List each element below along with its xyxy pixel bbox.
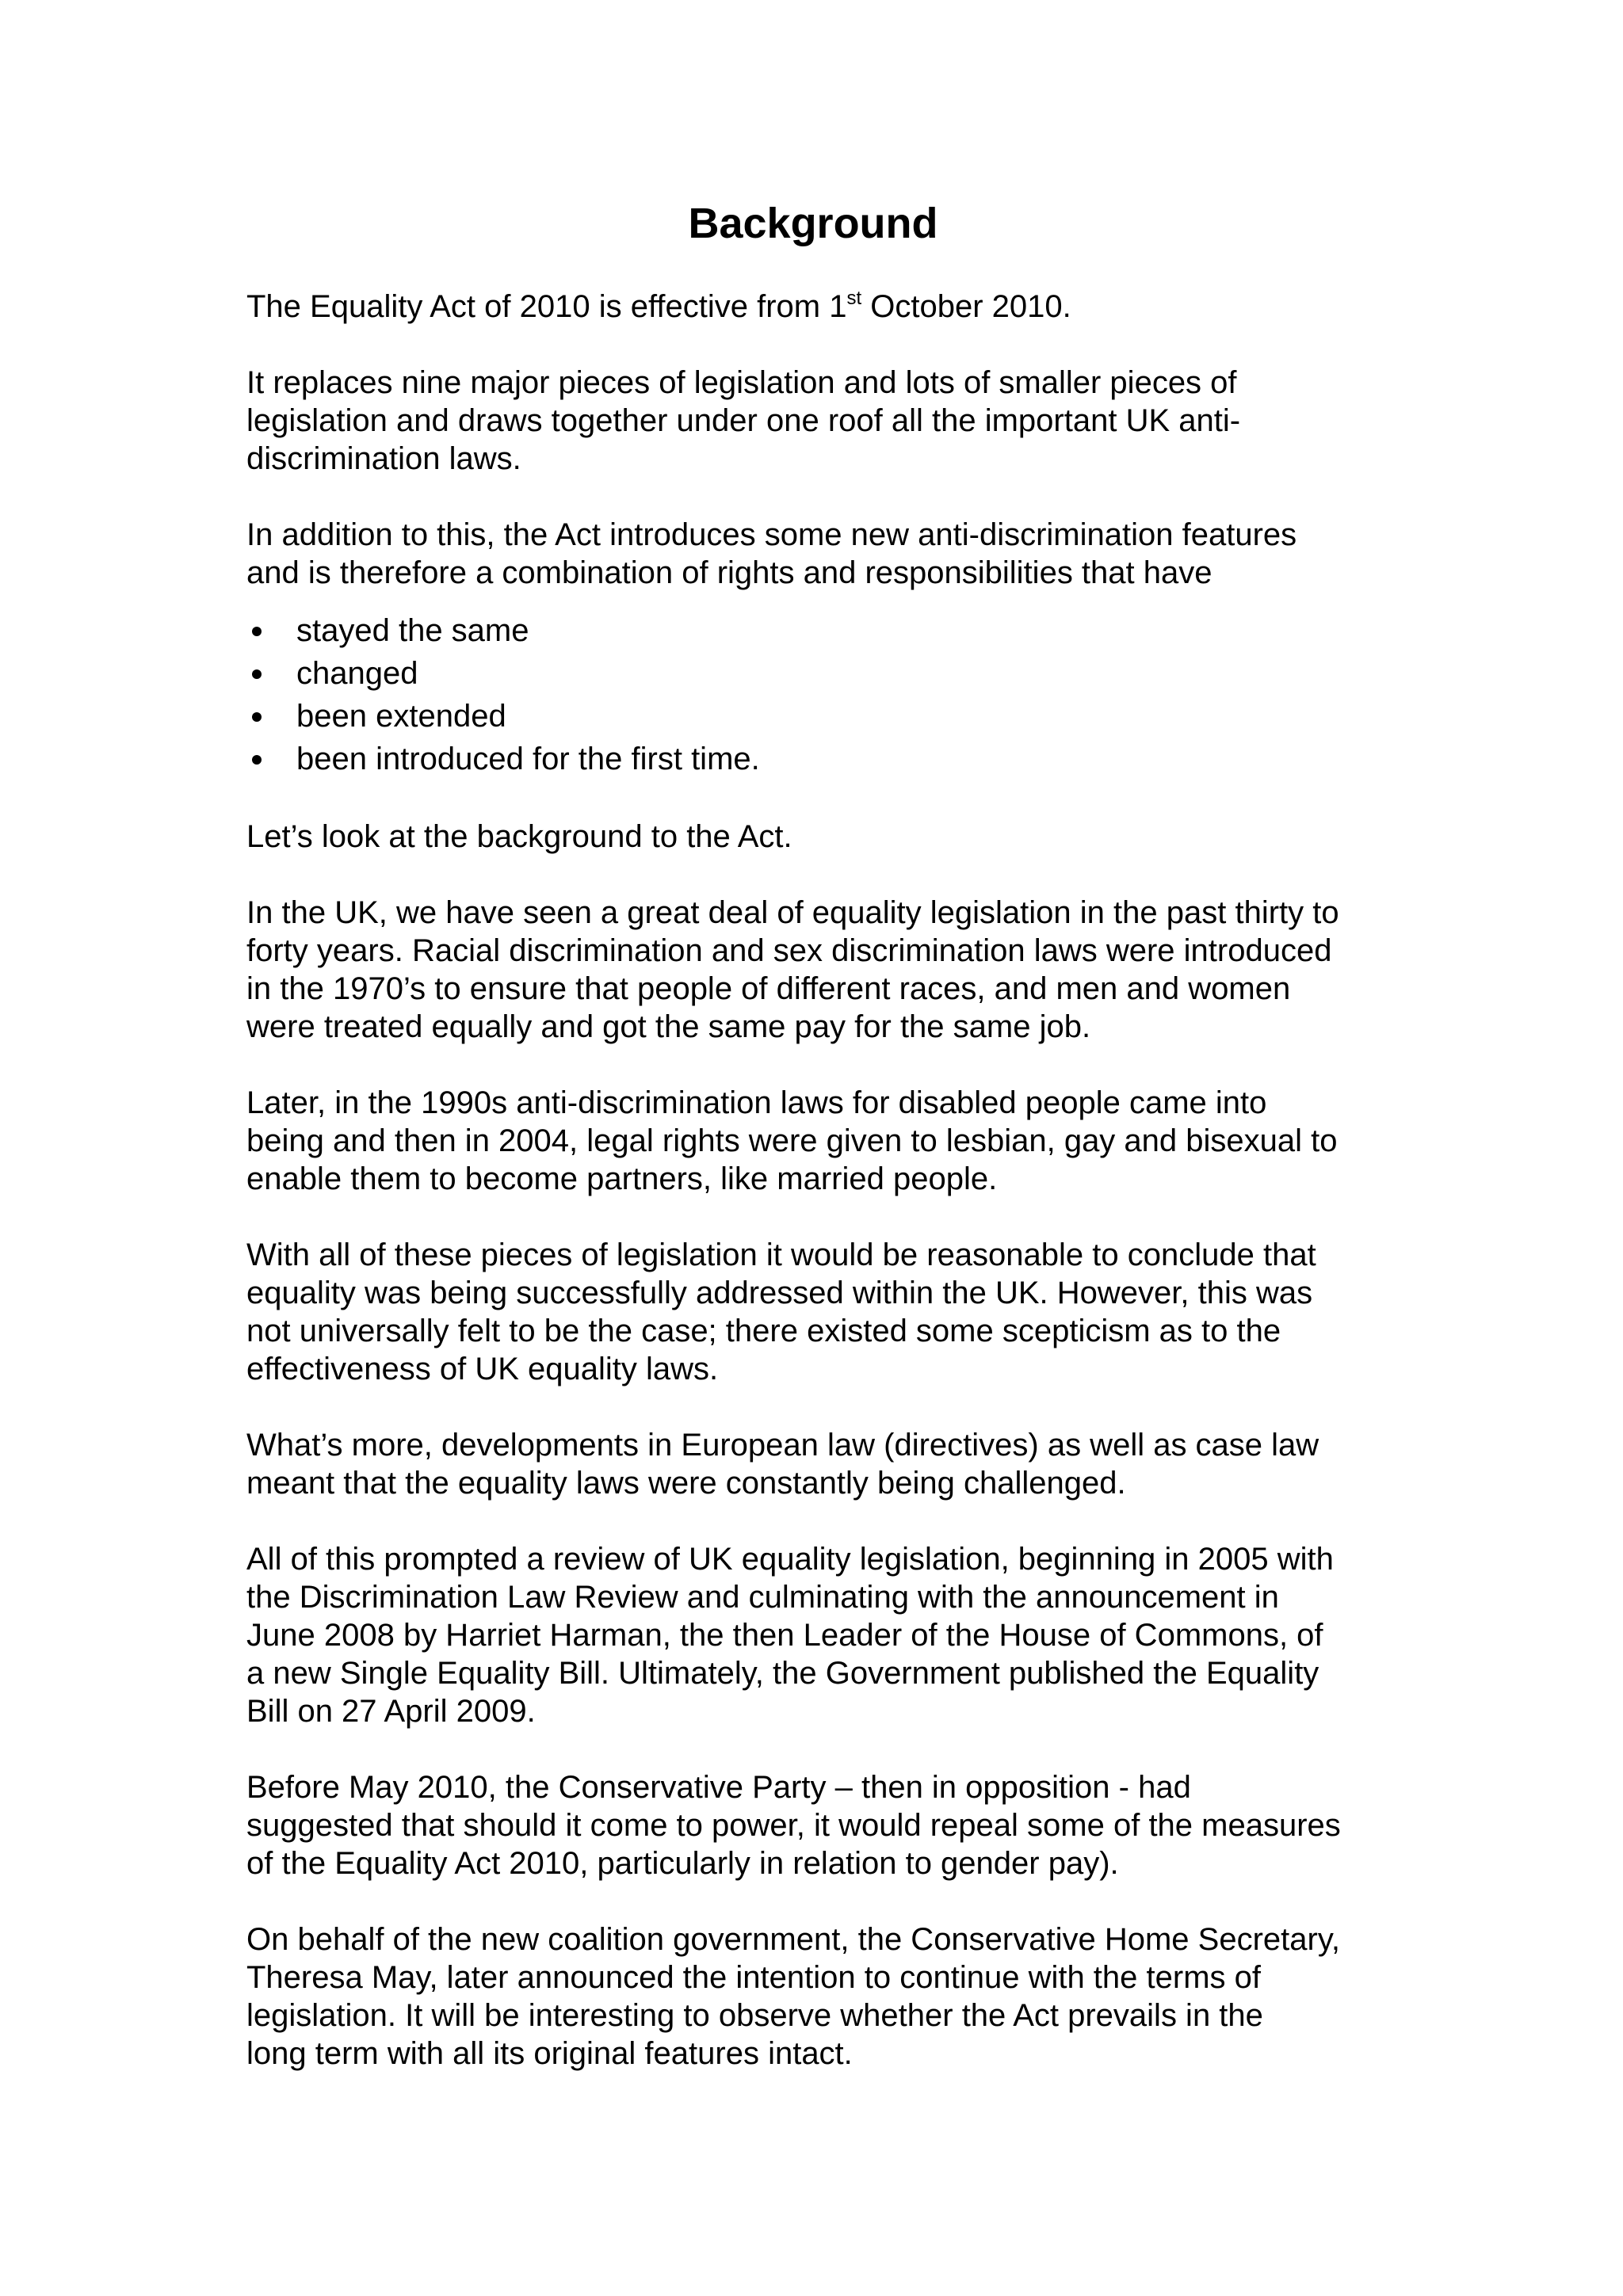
paragraph-uk-legislation: [246, 894, 1396, 1046]
paragraph-line: June 2008 by Harriet Harman, the then Leader of the House of Commons, of: [246, 1618, 1323, 1653]
list-item: [246, 695, 1396, 738]
paragraph-line: With all of these pieces of legislation it would be reasonable to conclude that: [246, 1238, 1316, 1272]
paragraph-with-all: [246, 1236, 1396, 1388]
paragraph-line: of the Equality Act 2010, particularly in relation to gender pay).: [246, 1846, 1119, 1881]
list-item-text: been extended: [296, 699, 506, 734]
bullet-icon: [252, 712, 262, 722]
paragraph-line: In addition to this, the Act introduces some new anti-discrimination features: [246, 517, 1297, 552]
intro-text: The Equality Act of 2010 is effective from 1: [246, 289, 847, 324]
paragraph-line: equality was being successfully addressed within the UK. However, this was: [246, 1276, 1313, 1310]
list-item-text: been introduced for the first time.: [296, 742, 760, 776]
bullet-list: [246, 609, 1396, 780]
paragraph-line: Bill on 27 April 2009.: [246, 1694, 536, 1729]
paragraph-line: long term with all its original features intact.: [246, 2036, 853, 2071]
list-item: [246, 738, 1396, 780]
bullet-icon: [252, 755, 262, 765]
paragraph-line: in the 1970’s to ensure that people of different races, and men and women: [246, 971, 1291, 1006]
list-item: [246, 652, 1396, 695]
paragraph-line: discrimination laws.: [246, 441, 521, 476]
paragraph-line: legislation and draws together under one roof all the important UK anti-: [246, 403, 1241, 438]
paragraph-line: suggested that should it come to power, it would repeal some of the measures: [246, 1808, 1341, 1843]
paragraph-line: legislation. It will be interesting to observe whether the Act prevails in the: [246, 1998, 1263, 2033]
paragraph-line: and is therefore a combination of rights and responsibilities that have: [246, 555, 1212, 590]
paragraph-line: a new Single Equality Bill. Ultimately, the Government published the Equality: [246, 1656, 1319, 1691]
paragraph-line: Later, in the 1990s anti-discrimination laws for disabled people came into: [246, 1085, 1267, 1120]
paragraph-coalition: [246, 1920, 1396, 2073]
paragraph-line: Let’s look at the background to the Act.: [246, 819, 792, 854]
paragraph-line: All of this prompted a review of UK equality legislation, beginning in 2005 with: [246, 1542, 1334, 1577]
list-item-text: stayed the same: [296, 613, 529, 648]
intro-ordinal-suffix: st: [846, 288, 862, 309]
paragraph-line: the Discrimination Law Review and culminating with the announcement in: [246, 1580, 1279, 1615]
paragraph-line: Before May 2010, the Conservative Party – then in opposition - had: [246, 1770, 1191, 1805]
paragraph-line: were treated equally and got the same pay for the same job.: [246, 1009, 1091, 1044]
bullet-icon: [252, 669, 262, 679]
paragraph-line: meant that the equality laws were constantly being challenged.: [246, 1466, 1126, 1501]
paragraph-review: [246, 1540, 1396, 1730]
paragraph-line: forty years. Racial discrimination and sex discrimination laws were introduced: [246, 933, 1332, 968]
paragraph-before-may: [246, 1768, 1396, 1882]
paragraph-replaces: [246, 364, 1396, 478]
intro-text-end: October 2010.: [861, 289, 1071, 324]
paragraph-line: Theresa May, later announced the intention to continue with the terms of: [246, 1960, 1261, 1995]
paragraph-line: being and then in 2004, legal rights were given to lesbian, gay and bisexual to: [246, 1123, 1338, 1158]
paragraph-line: What’s more, developments in European law (directives) as well as case law: [246, 1428, 1319, 1463]
paragraph-line: effectiveness of UK equality laws.: [246, 1352, 719, 1386]
list-item-text: changed: [296, 656, 418, 691]
page-title: Background: [688, 200, 938, 247]
intro-paragraph: [246, 288, 1396, 326]
document-body: [246, 190, 1396, 2111]
paragraph-addition: [246, 516, 1396, 592]
paragraph-whats-more: [246, 1426, 1396, 1502]
paragraph-line: On behalf of the new coalition government, the Conservative Home Secretary,: [246, 1922, 1340, 1957]
paragraph-line: It replaces nine major pieces of legislation and lots of smaller pieces of: [246, 365, 1237, 400]
paragraph-line: enable them to become partners, like married people.: [246, 1161, 998, 1196]
paragraph-line: In the UK, we have seen a great deal of equality legislation in the past thirty to: [246, 895, 1339, 930]
bullet-icon: [252, 627, 262, 636]
paragraph-later: [246, 1084, 1396, 1198]
paragraph-line: not universally felt to be the case; there existed some scepticism as to the: [246, 1314, 1281, 1348]
paragraph-lets-look: [246, 818, 1396, 856]
list-item: [246, 609, 1396, 652]
